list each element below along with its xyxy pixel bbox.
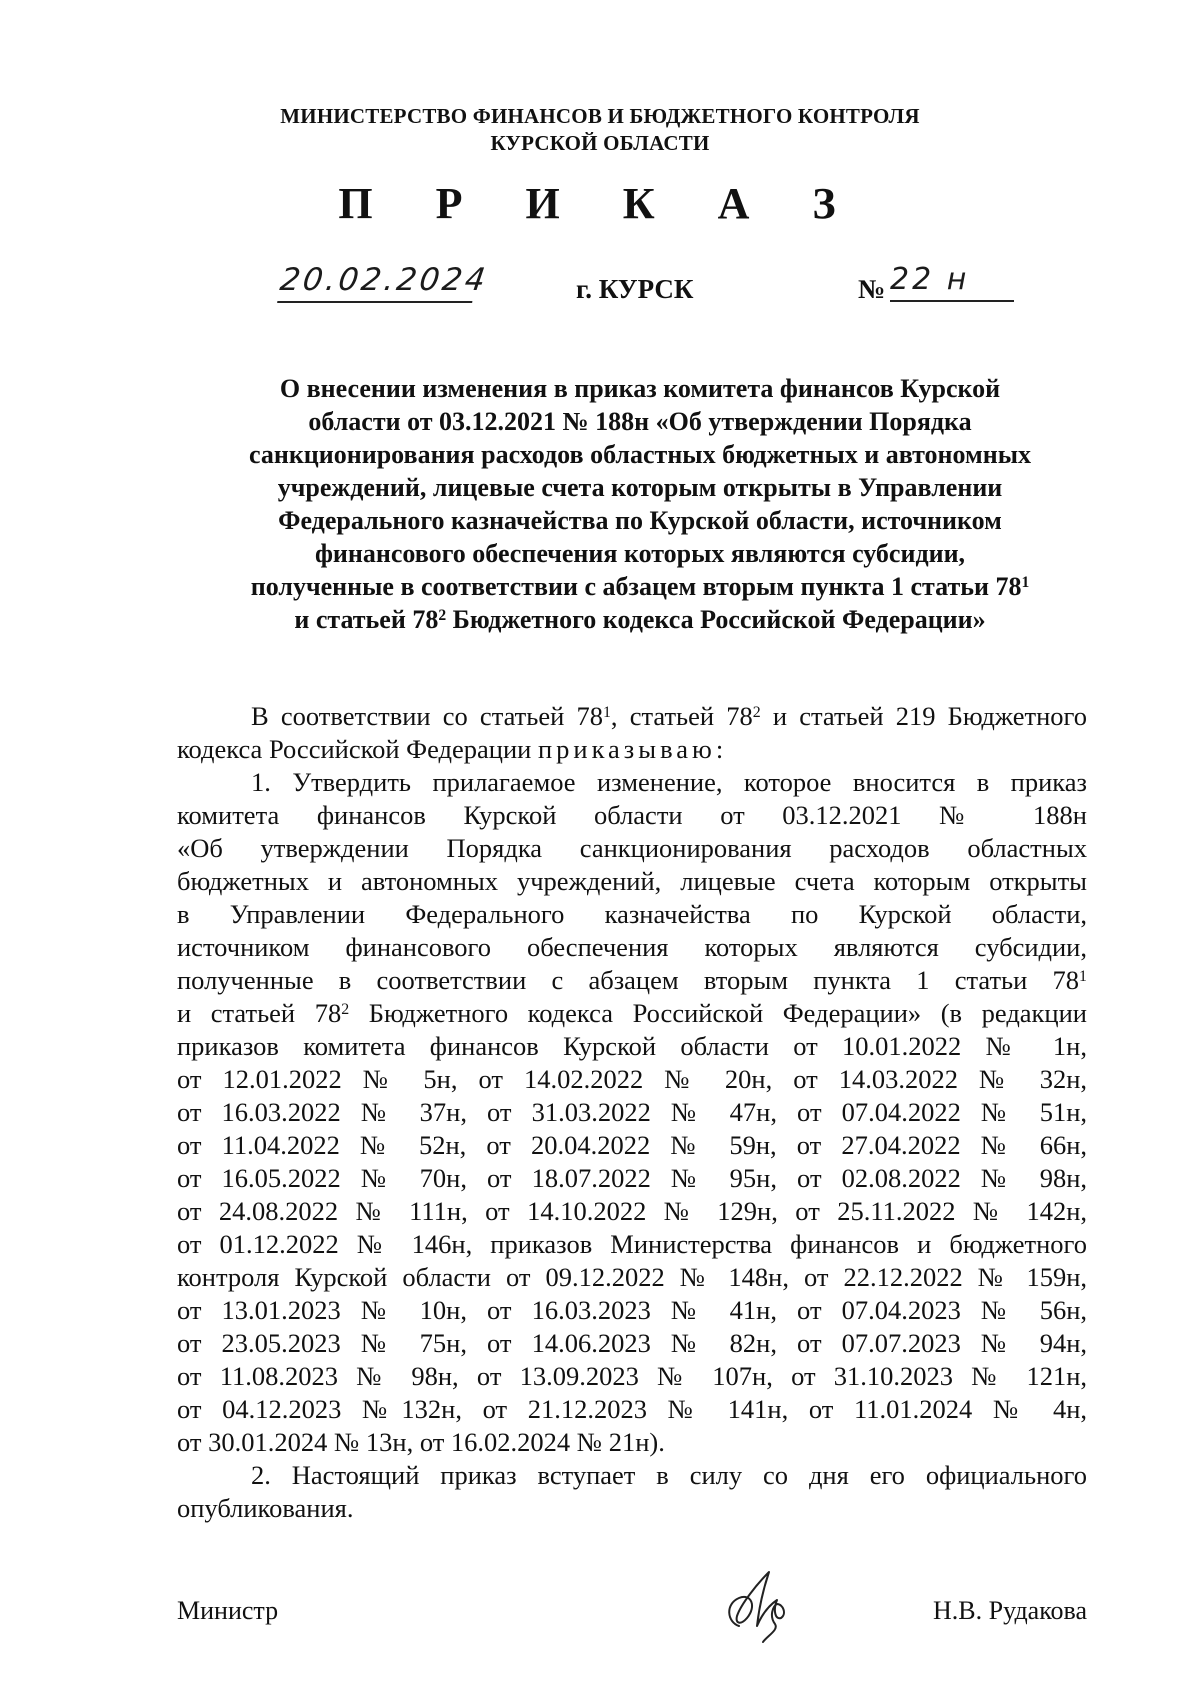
paragraph1-line: от 11.08.2023 № 98н, от 13.09.2023 № 107н, от 31.10.2023 № 121н,	[177, 1361, 1087, 1391]
paragraph1-line-with-sup	[177, 964, 1087, 997]
paragraph1-line: от 11.04.2022 № 52н, от 20.04.2022 № 59н, от 27.04.2022 № 66н,	[177, 1130, 1087, 1160]
text: и статьей 78	[177, 998, 342, 1028]
order-subject	[200, 372, 1080, 636]
intro-line	[177, 733, 1087, 766]
paragraph1-line: от 16.03.2022 № 37н, от 31.03.2022 № 47н, от 07.04.2022 № 51н,	[177, 1097, 1087, 1127]
handwritten-signature	[717, 1564, 797, 1644]
paragraph1-line: «Об утверждении Порядка санкционирования расходов областных	[177, 833, 1087, 863]
subject-line: Федерального казначейства по Курской области, источником	[278, 506, 1002, 535]
subject-line: полученные в соответствии с абзацем вторым пункта 1 статьи 78	[250, 572, 1022, 601]
subject-line: и статьей 78	[294, 605, 439, 634]
subject-line-with-sup	[200, 570, 1080, 603]
subject-line: финансового обеспечения которых являются субсидии,	[314, 539, 966, 568]
order-word: приказываю	[537, 734, 716, 764]
signature-block	[177, 1596, 1087, 1656]
superscript: 2	[438, 607, 447, 625]
paragraph1-line: 1. Утвердить прилагаемое изменение, которое вносится в приказ	[251, 767, 1087, 797]
subject-line-with-sup	[200, 603, 1080, 636]
text: В соответствии со статьей 78	[251, 701, 603, 731]
paragraph1-line: источником финансового обеспечения которых являются субсидии,	[177, 932, 1087, 962]
paragraph1-line: от 24.08.2022 № 111н, от 14.10.2022 № 129н, от 25.11.2022 № 142н,	[177, 1196, 1087, 1226]
superscript: 2	[752, 704, 761, 722]
date-number-row	[0, 262, 1200, 322]
subject-line: О внесении изменения в приказ комитета финансов Курской	[279, 374, 1001, 403]
superscript: 1	[1021, 574, 1030, 592]
intro-line	[177, 700, 1087, 733]
subject-line: учреждений, лицевые счета которым открыты в Управлении	[277, 473, 1003, 502]
ministry-name-line2: КУРСКОЙ ОБЛАСТИ	[490, 131, 710, 155]
paragraph2-line: 2. Настоящий приказ вступает в силу со дня его официального	[251, 1460, 1087, 1490]
city-label: г. КУРСК	[576, 274, 694, 304]
paragraph1-line: в Управлении Федерального казначейства по Курской области,	[177, 899, 1087, 929]
paragraph1-line: от 12.01.2022 № 5н, от 14.02.2022 № 20н, от 14.03.2022 № 32н,	[177, 1064, 1087, 1094]
ministry-name-line1: МИНИСТЕРСТВО ФИНАНСОВ И БЮДЖЕТНОГО КОНТРОЛЯ	[280, 104, 920, 128]
superscript: 1	[602, 704, 611, 722]
signer-name: Н.В. Рудакова	[933, 1596, 1087, 1625]
paragraph2-line: опубликования.	[177, 1493, 354, 1523]
subject-line: санкционирования расходов областных бюджетных и автономных	[248, 440, 1032, 469]
text: Бюджетного кодекса Российской Федерации» (в редакции	[349, 998, 1087, 1028]
paragraph1-line: от 01.12.2022 № 146н, приказов Министерства финансов и бюджетного	[177, 1229, 1087, 1259]
document-type-title: П Р И К А З	[338, 179, 862, 228]
number-label: №	[858, 274, 886, 304]
ministry-header	[0, 103, 1200, 157]
order-body	[177, 700, 1087, 1525]
paragraph1-line: комитета финансов Курской области от 03.12.2021 № 188н	[177, 800, 1087, 830]
paragraph1-line: от 13.01.2023 № 10н, от 16.03.2023 № 41н, от 07.04.2023 № 56н,	[177, 1295, 1087, 1325]
text: полученные в соответствии с абзацем вторым пункта 1 статьи 78	[177, 965, 1080, 995]
paragraph1-line: приказов комитета финансов Курской области от 10.01.2022 № 1н,	[177, 1031, 1087, 1061]
handwritten-date: 20.02.2024	[277, 262, 478, 303]
subject-line: области от 03.12.2021 № 188н «Об утверждении Порядка	[308, 407, 972, 436]
paragraph1-line: от 23.05.2023 № 75н, от 14.06.2023 № 82н, от 07.07.2023 № 94н,	[177, 1328, 1087, 1358]
superscript: 2	[341, 1001, 350, 1019]
paragraph1-line: от 04.12.2023 №132н, от 21.12.2023 № 141н, от 11.01.2024 № 4н,	[177, 1394, 1087, 1424]
handwritten-number: 22 н	[890, 262, 1014, 302]
text: и статьей 219 Бюджетного	[760, 701, 1087, 731]
superscript: 1	[1079, 968, 1087, 986]
text: кодекса Российской Федерации	[177, 734, 538, 764]
paragraph1-line-with-sup	[177, 997, 1087, 1030]
text: , статьей 78	[610, 701, 753, 731]
paragraph1-line: контроля Курской области от 09.12.2022 № 148н, от 22.12.2022 № 159н,	[177, 1262, 1087, 1292]
signer-position: Министр	[177, 1596, 279, 1625]
paragraph1-line: от 30.01.2024 № 13н, от 16.02.2024 № 21н).	[177, 1427, 665, 1457]
paragraph1-line: бюджетных и автономных учреждений, лицевые счета которым открыты	[177, 866, 1087, 896]
subject-line: Бюджетного кодекса Российской Федерации»	[446, 605, 986, 634]
text: :	[715, 734, 724, 764]
paragraph1-line: от 16.05.2022 № 70н, от 18.07.2022 № 95н, от 02.08.2022 № 98н,	[177, 1163, 1087, 1193]
